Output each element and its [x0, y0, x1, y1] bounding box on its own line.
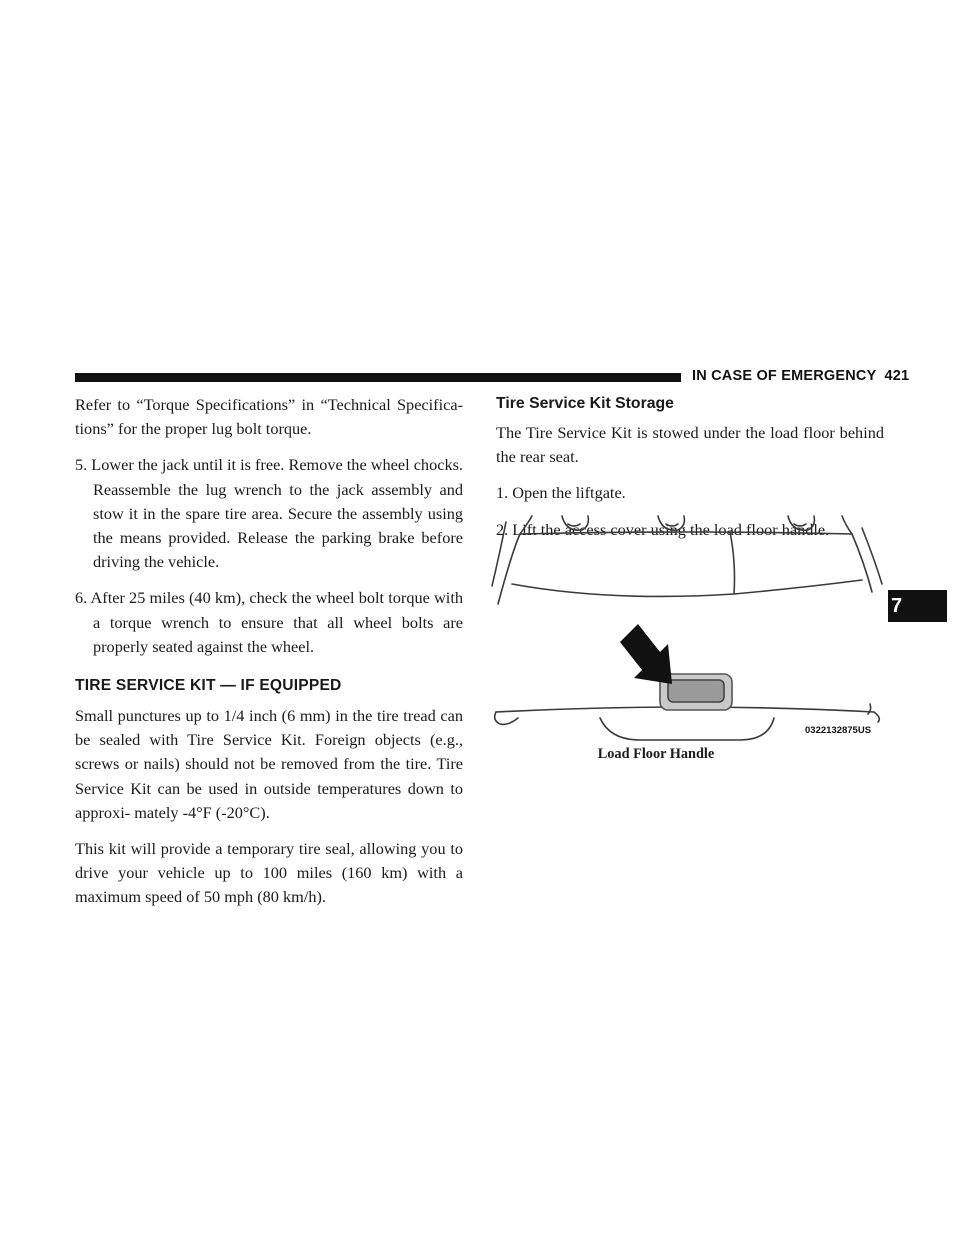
header-rule	[75, 373, 681, 382]
step-6: 6. After 25 miles (40 km), check the wheel bolt torque with a torque wrench to ensure that all wheel bolts are properly seated against the wheel.	[75, 588, 463, 656]
subsection-heading: Tire Service Kit Storage	[496, 395, 674, 412]
left-column	[75, 393, 463, 910]
step-1: 1. Open the liftgate.	[496, 483, 626, 503]
page-number: 421	[884, 368, 910, 384]
punctures-paragraph: Small punctures up to 1/4 inch (6 mm) in the tire tread can be sealed with Tire Service Kit. Foreign objects (e.g., screws or nails) should not be removed from the tire. Tire Service Kit can be used in outside temperatures down to approxi- mately -4°F (-20°C).	[75, 706, 463, 822]
header-section-title: IN CASE OF EMERGENCY	[692, 368, 877, 384]
section-heading: TIRE SERVICE KIT — IF EQUIPPED	[75, 677, 342, 695]
chapter-tab: 7	[888, 590, 947, 622]
step-2: 2. Lift the access cover using the load floor handle.	[496, 519, 830, 539]
load-floor-illustration	[490, 512, 885, 744]
storage-paragraph: The Tire Service Kit is stowed under the load floor behind the rear seat.	[496, 423, 884, 467]
temporary-seal-paragraph: This kit will provide a temporary tire seal, allowing you to drive your vehicle up to 100 miles (160 km) with a maximum speed of 50 mph (80 km/h).	[75, 839, 463, 907]
figure-caption: Load Floor Handle	[597, 746, 715, 762]
step-5: 5. Lower the jack until it is free. Remove the wheel chocks. Reassemble the lug wrench to the jack assembly and stow it in the spare tire area. Secure the assembly using the means provided. Release the parking brake before driving the vehicle.	[75, 455, 463, 572]
figure-code: 0322132875US	[805, 725, 872, 736]
running-header	[692, 368, 909, 384]
torque-reference-paragraph: Refer to “Torque Specifications” in “Technical Specifica- tions” for the proper lug bolt torque.	[75, 395, 463, 439]
